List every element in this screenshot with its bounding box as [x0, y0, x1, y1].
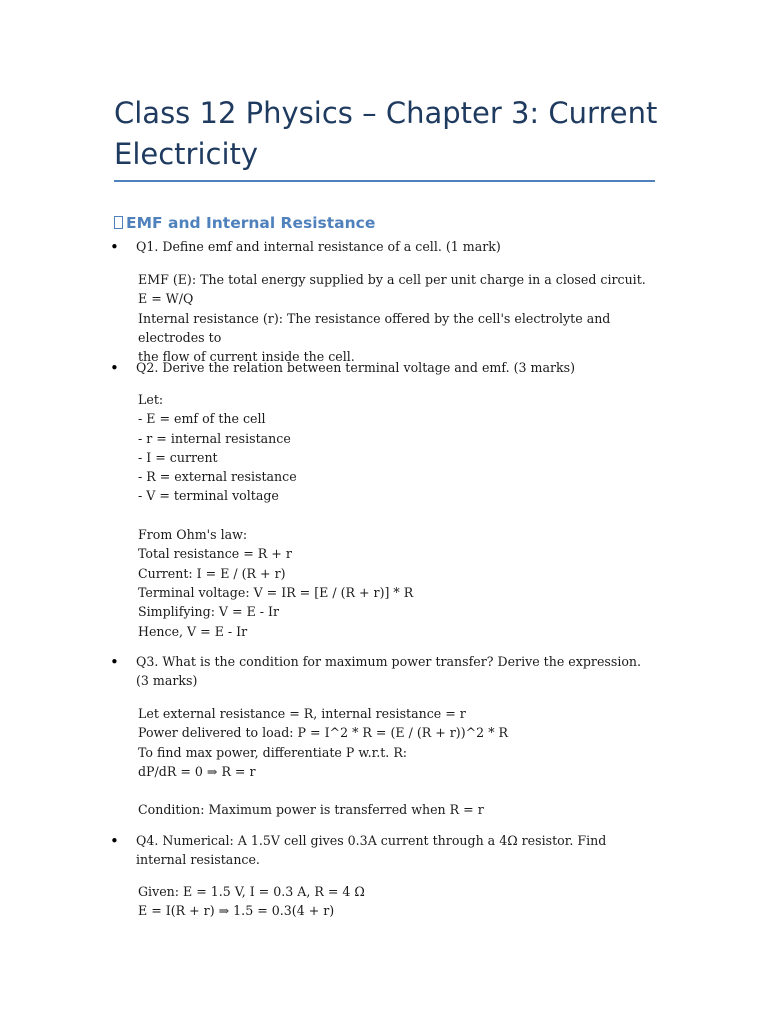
answer-line: - I = current — [138, 449, 218, 465]
answer-line: Let: — [138, 392, 164, 407]
bullet-q4: • — [110, 832, 119, 850]
answer-line: Condition: Maximum power is transferred when R = r — [138, 802, 484, 818]
answer-q1 — [138, 270, 663, 366]
answer-line: Let external resistance = R, internal resistance = r — [138, 706, 466, 721]
answer-line: - r = internal resistance — [138, 430, 291, 446]
answer-line: Terminal voltage: V = IR = [E / (R + r)] * R — [138, 584, 414, 600]
section-heading-text: EMF and Internal Resistance — [126, 214, 376, 232]
answer-line: To find max power, differentiate P w.r.t. R: — [138, 744, 408, 760]
question-q2: Q2. Derive the relation between terminal voltage and emf. (3 marks) — [136, 360, 575, 375]
document-title: Class 12 Physics – Chapter 3: Current Electricity — [114, 96, 658, 171]
answer-line: Power delivered to load: P = I^2 * R = (E / (R + r))^2 * R — [138, 725, 508, 741]
answer-line: EMF (E): The total energy supplied by a cell per unit charge in a closed circuit. — [138, 272, 646, 287]
bullet-q2: • — [110, 359, 119, 377]
answer-line: - V = terminal voltage — [138, 488, 279, 504]
answer-line: E = W/Q — [138, 291, 194, 307]
answer-line: E = I(R + r) ⇒ 1.5 = 0.3(4 + r) — [138, 903, 335, 919]
answer-line: - R = external resistance — [138, 469, 297, 485]
answer-line: Hence, V = E - Ir — [138, 623, 248, 639]
question-q4: Q4. Numerical: A 1.5V cell gives 0.3A current through a 4Ω resistor. Find internal resistance. — [136, 833, 607, 868]
answer-q3 — [138, 704, 663, 820]
bullet-q3: • — [110, 653, 119, 671]
answer-q4 — [138, 882, 663, 921]
section-heading — [114, 212, 375, 234]
answer-line: Total resistance = R + r — [138, 546, 292, 562]
question-q1: Q1. Define emf and internal resistance of a cell. (1 mark) — [136, 239, 501, 254]
answer-line — [138, 781, 663, 800]
question-q3: Q3. What is the condition for maximum power transfer? Derive the expression. (3 marks) — [136, 654, 642, 689]
answer-line: the flow of current inside the cell. — [138, 349, 355, 365]
answer-line: Given: E = 1.5 V, I = 0.3 A, R = 4 Ω — [138, 884, 365, 899]
title-underline — [114, 180, 655, 182]
answer-line: dP/dR = 0 ⇒ R = r — [138, 763, 256, 779]
answer-line — [138, 506, 663, 525]
bullet-q1: • — [110, 238, 119, 256]
missing-glyph-icon — [114, 216, 123, 229]
answer-line: Internal resistance (r): The resistance offered by the cell's electrolyte and electrodes to — [138, 310, 615, 345]
answer-q2 — [138, 390, 663, 641]
answer-line: - E = emf of the cell — [138, 411, 266, 427]
answer-line: Simplifying: V = E - Ir — [138, 604, 280, 620]
answer-line: From Ohm's law: — [138, 527, 248, 543]
answer-line: Current: I = E / (R + r) — [138, 565, 286, 581]
